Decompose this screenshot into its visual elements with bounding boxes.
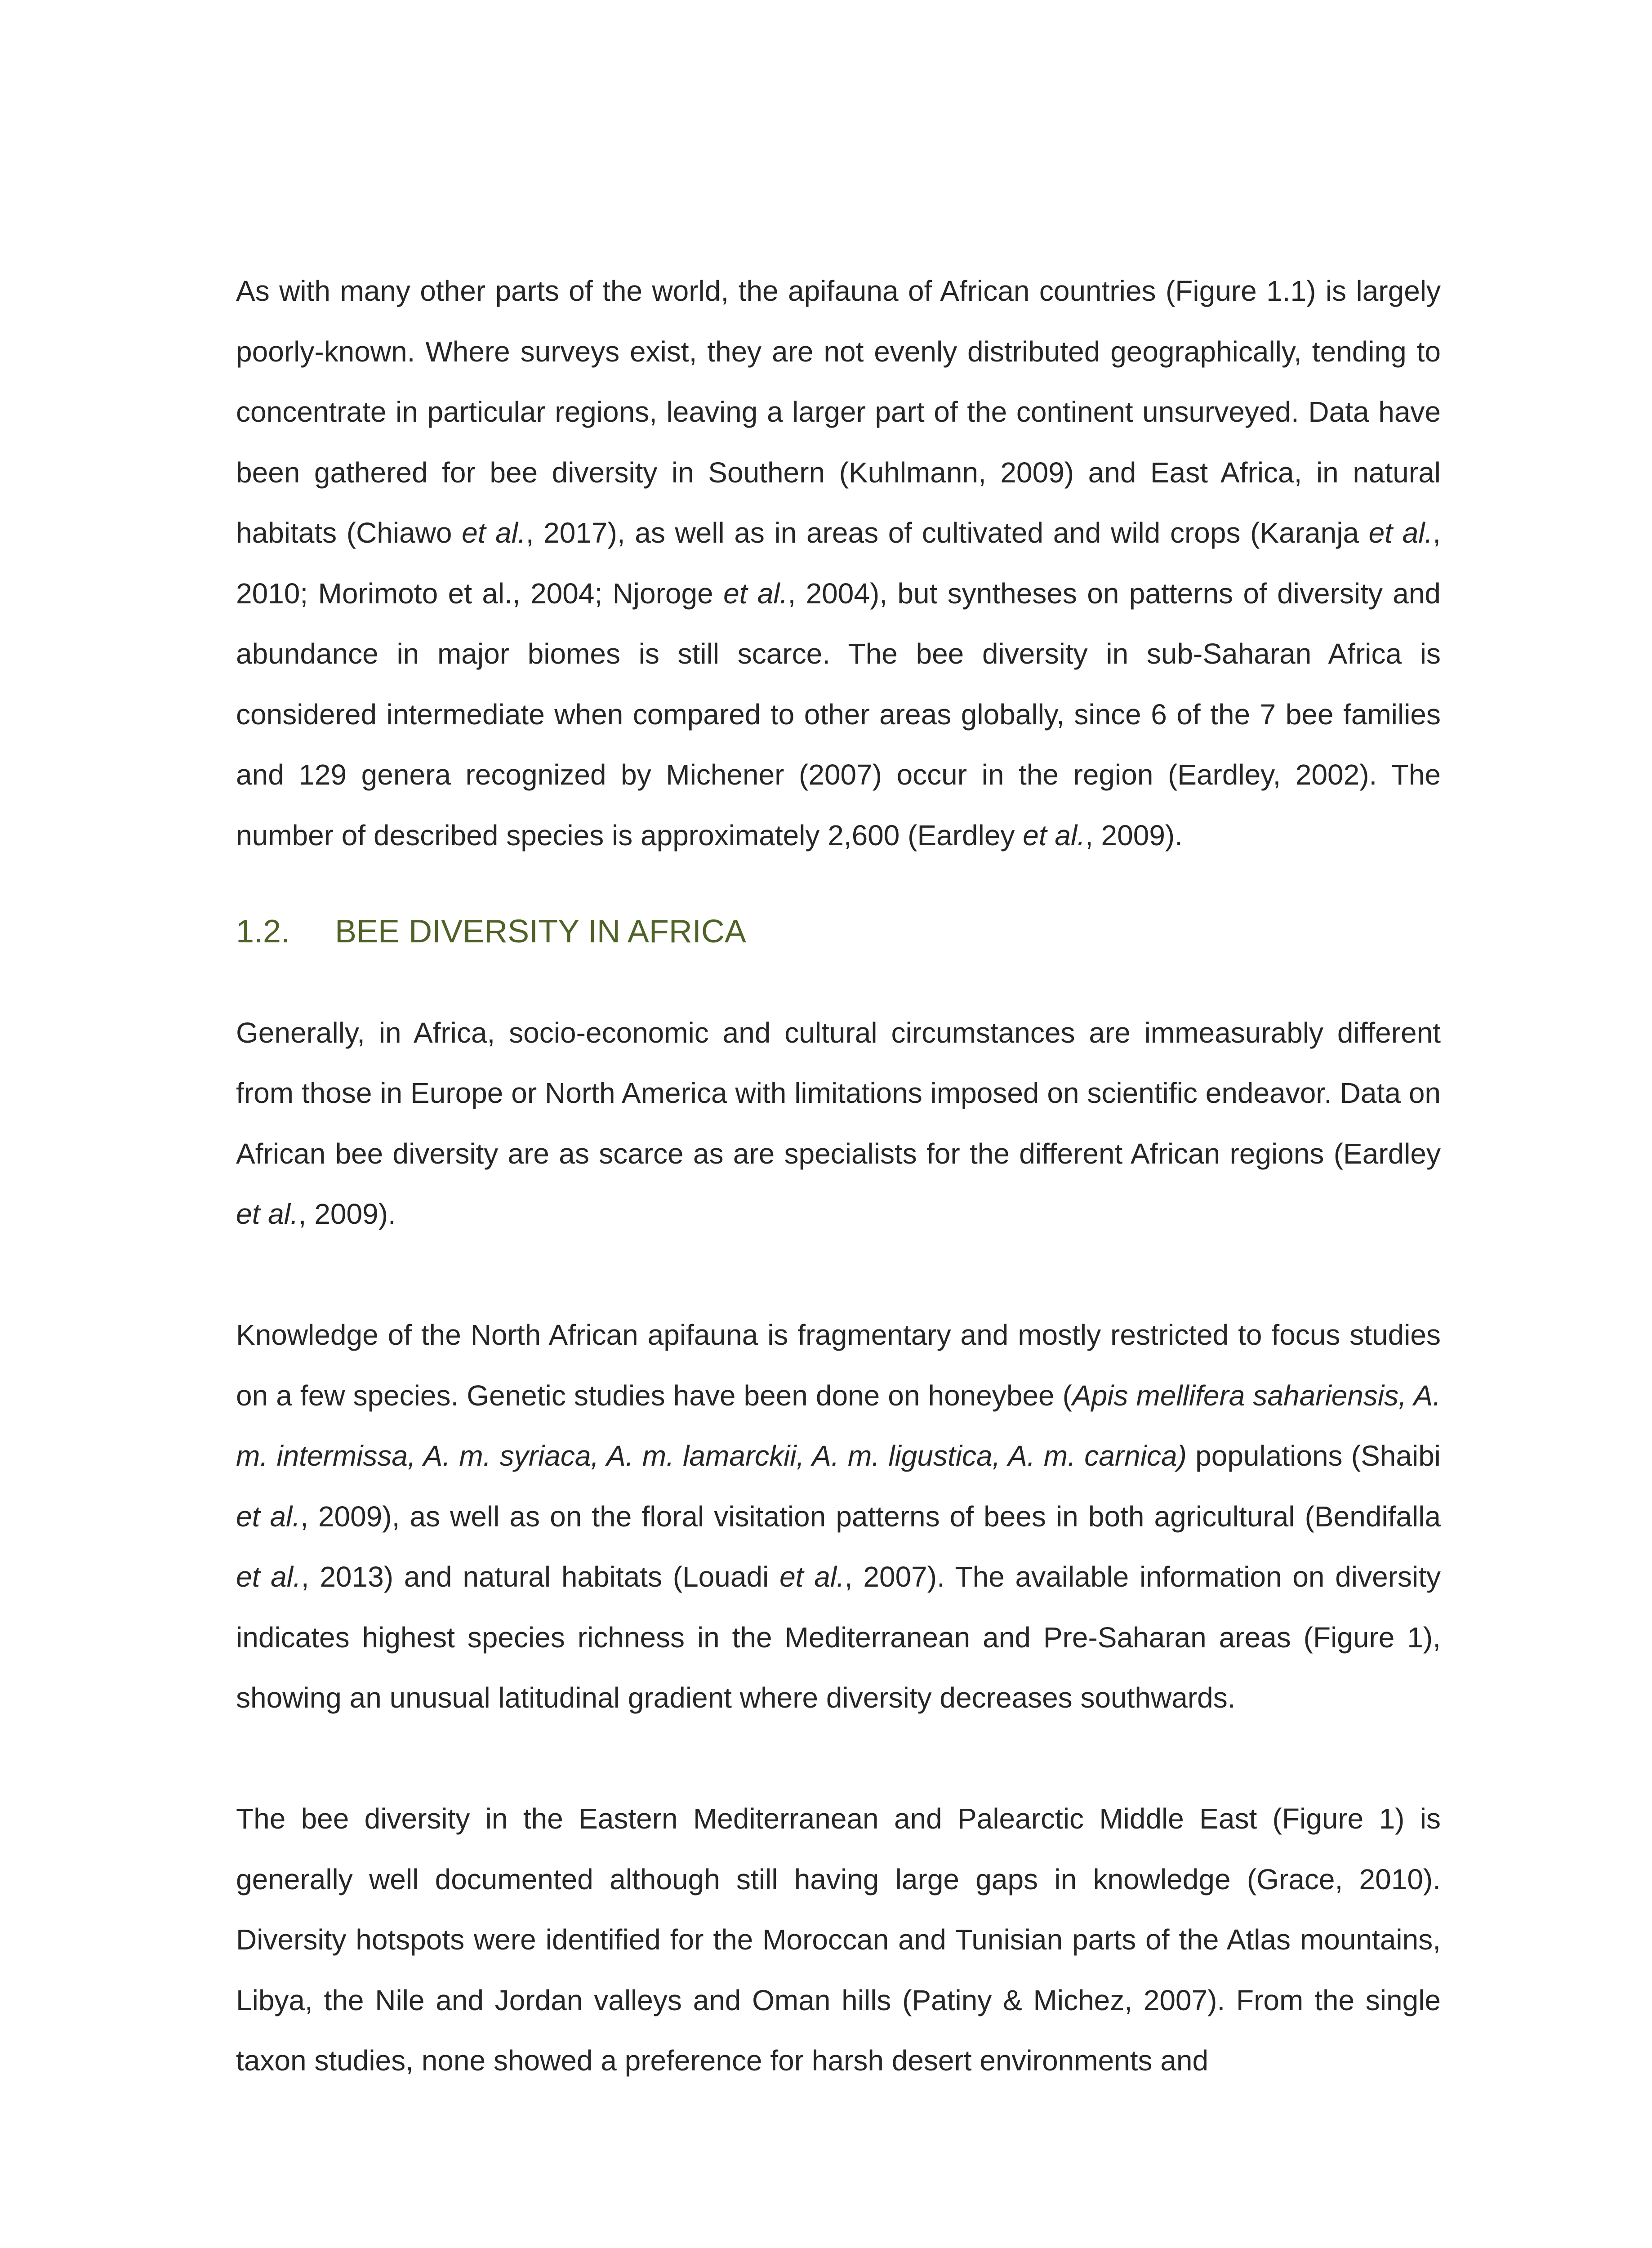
italic-citation: et al. — [1368, 517, 1433, 549]
text-run: , 2009). — [298, 1198, 396, 1230]
text-run: , 2017), as well as in areas of cultivated and wild crops (Karanja — [525, 517, 1369, 549]
text-run: , 2010; Morimoto et al., 2004; Njoroge — [236, 517, 1441, 610]
text-run: Knowledge of the North African apifauna is fragmentary and mostly restricted to focus studies on a few species. Genetic studies have been done on honeybee ( — [236, 1319, 1441, 1412]
italic-citation: et al. — [236, 1198, 298, 1230]
text-run: , 2009), as well as on the floral visitation patterns of bees in both agricultural (Bendifalla — [300, 1500, 1441, 1533]
paragraph-eastern-mediterranean — [236, 1789, 1441, 2091]
paragraph-north-african-apifauna — [236, 1305, 1441, 1728]
italic-citation: et al. — [462, 517, 526, 549]
italic-citation: et al. — [236, 1561, 301, 1593]
text-run: , 2007). The available information on diversity indicates highest species richness in the Mediterranean and Pre-Saharan areas (Figure 1), showing an unusual latitudinal gradient where diversity decreases southwards. — [236, 1561, 1441, 1714]
section-title: BEE DIVERSITY IN AFRICA — [335, 914, 746, 950]
italic-citation: et al. — [236, 1500, 301, 1533]
text-run: As with many other parts of the world, the apifauna of African countries (Figure 1.1) is largely poorly-known. Where surveys exist, they are not evenly distributed geographically, tending to concentrate in particular regions, leaving a larger part of the continent unsurveyed. Data have been gathered for bee diversity in Southern (Kuhlmann, 2009) and East Africa, in natural habitats (Chiawo — [236, 275, 1441, 549]
paragraph-socio-economic — [236, 1003, 1441, 1244]
text-run: The bee diversity in the Eastern Mediterranean and Palearctic Middle East (Figure 1) is generally well documented although still having large gaps in knowledge (Grace, 2010). Diversity hotspots were identified for the Moroccan and Tunisian parts of the Atlas mountains, Libya, the Nile and Jordan valleys and Oman hills (Patiny & Michez, 2007). From the single taxon studies, none showed a preference for harsh desert environments and — [236, 1802, 1441, 2077]
text-run: , 2009). — [1085, 819, 1183, 852]
italic-citation: et al. — [779, 1561, 845, 1593]
section-heading — [236, 901, 1441, 962]
italic-citation: et al. — [723, 577, 788, 610]
italic-species-names: Apis mellifera sahariensis, A. m. intermissa, A. m. syriaca, A. m. lamarckii, A. m. ligustica, A. m. carnica) — [236, 1379, 1441, 1472]
text-run: Generally, in Africa, socio-economic and cultural circumstances are immeasurably different from those in Europe or North America with limitations imposed on scientific endeavor. Data on African bee diversity are as scarce as are specialists for the different African regions (Eardley — [236, 1016, 1441, 1170]
text-run: , 2004), but syntheses on patterns of diversity and abundance in major biomes is still scarce. The bee diversity in sub-Saharan Africa is considered intermediate when compared to other areas globally, since 6 of the 7 bee families and 129 genera recognized by Michener (2007) occur in the region (Eardley, 2002). The number of described species is approximately 2,600 (Eardley — [236, 577, 1441, 852]
page-body — [236, 261, 1441, 2091]
text-run: , 2013) and natural habitats (Louadi — [301, 1561, 780, 1593]
section-number: 1.2. — [236, 914, 290, 950]
text-run: populations (Shaibi — [1186, 1440, 1441, 1472]
paragraph-apifauna-overview — [236, 261, 1441, 865]
italic-citation: et al. — [1023, 819, 1085, 852]
